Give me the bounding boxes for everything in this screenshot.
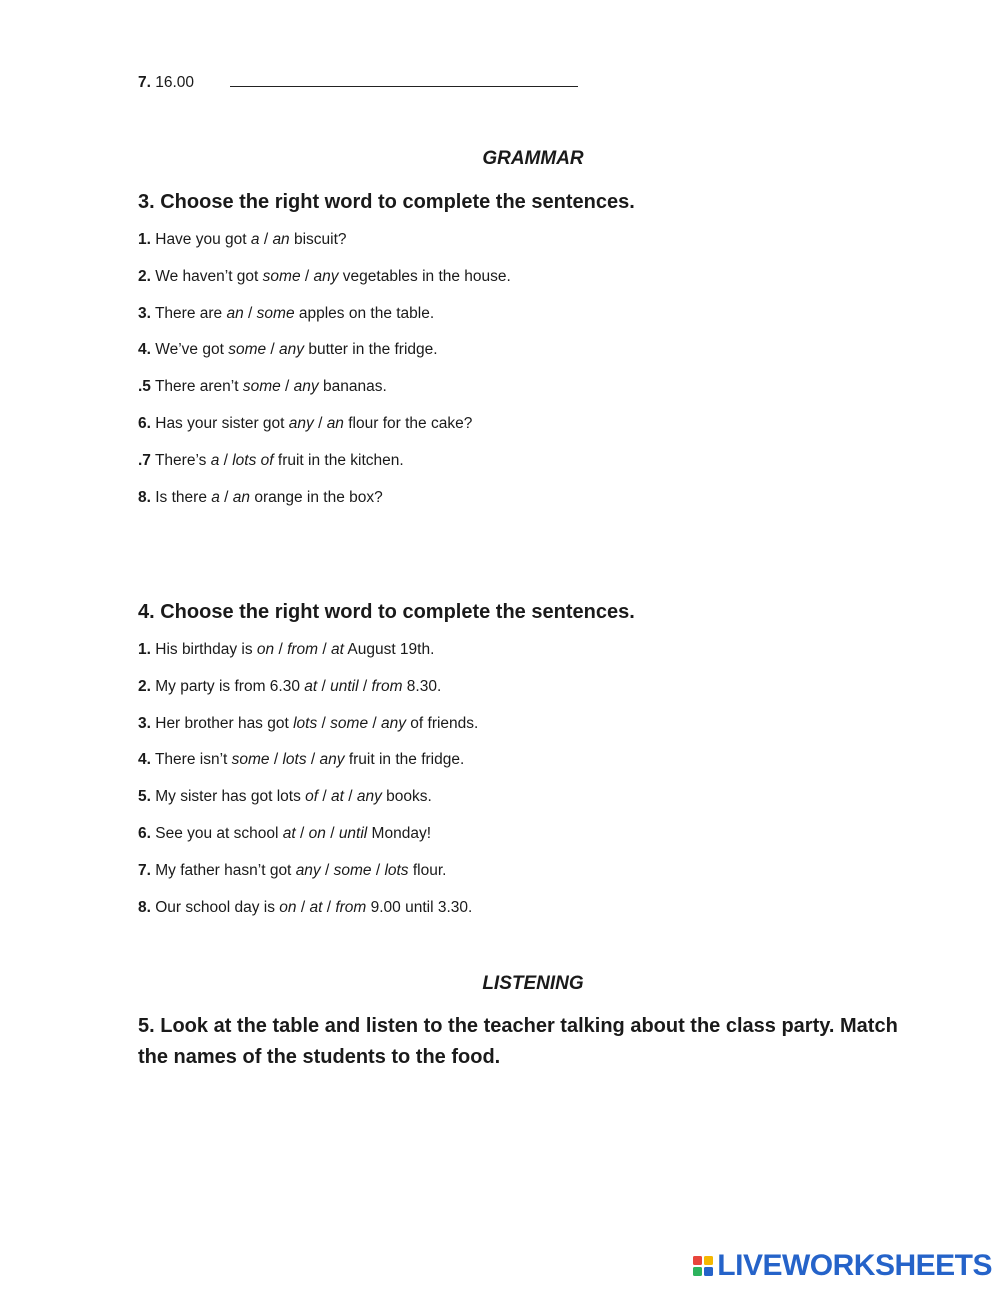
sentence-text: Our school day is: [150, 898, 280, 916]
sentence-text: My party is from 6.30: [150, 677, 305, 695]
liveworksheets-logo: [693, 1249, 992, 1283]
word-option[interactable]: any: [295, 861, 321, 879]
word-option[interactable]: lots: [293, 714, 318, 732]
word-option[interactable]: any: [356, 788, 382, 806]
sentence-text: flour for the cake?: [343, 415, 473, 432]
sentence-text: orange in the box?: [250, 488, 383, 506]
sentence-text: There isn’t: [150, 751, 232, 769]
word-option[interactable]: at: [309, 898, 323, 916]
item-number: 8.: [138, 488, 151, 506]
word-option[interactable]: lots: [282, 751, 307, 769]
word-option[interactable]: some: [242, 378, 281, 396]
word-option[interactable]: at: [330, 641, 344, 658]
option-separator: /: [320, 861, 334, 879]
option-separator: /: [317, 714, 331, 732]
sentence-text: butter in the fridge.: [304, 341, 438, 359]
item-number: 6.: [138, 415, 151, 432]
word-option[interactable]: any: [279, 341, 305, 359]
sentence-text: There are: [150, 304, 227, 322]
word-option[interactable]: on: [308, 825, 326, 842]
option-separator: /: [219, 488, 233, 506]
word-option[interactable]: from: [335, 898, 367, 916]
sentence-text: flour.: [408, 861, 447, 879]
sentence-item: [138, 231, 347, 249]
sentence-text: apples on the table.: [294, 304, 435, 322]
sentence-item: [138, 268, 511, 286]
sentence-text: books.: [381, 788, 432, 806]
word-option[interactable]: any: [380, 714, 406, 732]
option-separator: /: [343, 788, 357, 806]
option-separator: /: [317, 677, 331, 695]
item-number: 2.: [138, 677, 151, 695]
sentence-item: [138, 641, 434, 659]
word-option[interactable]: some: [333, 861, 372, 879]
word-option[interactable]: any: [293, 378, 319, 396]
sentence-text: August 19th.: [343, 641, 435, 658]
option-separator: /: [368, 714, 381, 732]
exercise-3-heading: 3. Choose the right word to complete the sentences.: [138, 191, 635, 213]
word-option[interactable]: a: [211, 488, 220, 506]
item-number: 1.: [138, 641, 151, 658]
sentence-item: [138, 678, 441, 696]
sentence-item: [138, 415, 472, 433]
sentence-item: [138, 751, 464, 769]
item-number: 8.: [138, 898, 151, 916]
item-number: 2.: [138, 267, 151, 285]
sentence-item: [138, 862, 446, 880]
sentence-text: We’ve got: [150, 341, 229, 359]
item-number: 7.: [138, 861, 151, 879]
sentence-item: [138, 305, 434, 323]
item-number: .7: [138, 451, 151, 469]
sentence-text: Have you got: [150, 231, 251, 248]
sentence-text: biscuit?: [289, 231, 347, 248]
word-option[interactable]: some: [262, 267, 301, 285]
word-option[interactable]: an: [226, 304, 244, 322]
word-option[interactable]: lots of: [232, 451, 274, 469]
word-option[interactable]: an: [232, 488, 251, 506]
logo-block: [693, 1256, 702, 1265]
option-separator: /: [322, 898, 336, 916]
word-option[interactable]: some: [228, 341, 267, 359]
item-number: 6.: [138, 825, 151, 842]
answer-line-7: [138, 72, 578, 92]
sentence-text: Is there: [150, 488, 212, 506]
logo-block: [704, 1267, 713, 1276]
item-number: 4.: [138, 751, 151, 769]
word-option[interactable]: of: [305, 788, 319, 806]
item-number: .5: [138, 378, 151, 396]
sentence-text: of friends.: [405, 714, 479, 732]
option-separator: /: [269, 751, 283, 769]
word-option[interactable]: on: [279, 898, 297, 916]
option-separator: /: [259, 231, 273, 248]
option-separator: /: [280, 378, 294, 396]
sentence-item: [138, 788, 432, 806]
sentence-text: My father hasn’t got: [150, 861, 296, 879]
item-time: 16.00: [155, 74, 195, 91]
item-number: 7.: [138, 74, 151, 91]
logo-blocks-icon: [693, 1256, 713, 1276]
sentence-text: vegetables in the house.: [338, 267, 511, 285]
sentence-text: bananas.: [318, 378, 387, 396]
sentence-text: See you at school: [150, 825, 283, 842]
logo-block: [704, 1256, 713, 1265]
word-option[interactable]: a: [210, 451, 220, 469]
word-option[interactable]: until: [338, 825, 368, 842]
option-separator: /: [325, 825, 339, 842]
exercise-4-heading: 4. Choose the right word to complete the sentences.: [138, 601, 635, 623]
sentence-item: [138, 378, 387, 396]
item-number: 5.: [138, 788, 151, 806]
item-number: 3.: [138, 714, 151, 732]
word-option[interactable]: until: [330, 677, 359, 695]
item-number: 4.: [138, 341, 151, 359]
answer-blank[interactable]: [230, 72, 578, 87]
grammar-title: GRAMMAR: [482, 148, 584, 169]
word-option[interactable]: at: [331, 788, 344, 806]
word-option[interactable]: an: [326, 415, 344, 432]
listening-title: LISTENING: [482, 973, 584, 994]
item-number: 3.: [138, 304, 151, 322]
sentence-item: [138, 452, 404, 470]
word-option[interactable]: any: [319, 751, 345, 769]
word-option[interactable]: some: [256, 304, 295, 322]
sentence-text: fruit in the fridge.: [344, 751, 465, 769]
option-separator: /: [219, 451, 233, 469]
sentence-text: Has your sister got: [150, 415, 289, 432]
option-separator: /: [243, 304, 257, 322]
sentence-text: We haven’t got: [150, 267, 263, 285]
word-option[interactable]: at: [304, 677, 318, 695]
word-option[interactable]: a: [250, 231, 260, 248]
option-separator: /: [358, 677, 372, 695]
option-separator: /: [295, 825, 309, 842]
word-option[interactable]: some: [231, 751, 270, 769]
sentence-item: [138, 489, 383, 507]
sentence-text: Monday!: [367, 825, 432, 842]
word-option[interactable]: from: [287, 641, 319, 658]
sentence-text: There’s: [150, 451, 211, 469]
word-option[interactable]: on: [256, 641, 275, 658]
option-separator: /: [318, 641, 331, 658]
logo-block: [693, 1267, 702, 1276]
word-option[interactable]: an: [272, 231, 290, 248]
option-separator: /: [274, 641, 288, 658]
option-separator: /: [306, 751, 320, 769]
sentence-text: Her brother has got: [150, 714, 294, 732]
word-option[interactable]: some: [330, 714, 369, 732]
option-separator: /: [296, 898, 310, 916]
item-number: 1.: [138, 231, 151, 248]
option-separator: /: [300, 267, 314, 285]
word-option[interactable]: any: [313, 267, 339, 285]
sentence-text: fruit in the kitchen.: [273, 451, 404, 469]
word-option[interactable]: lots: [384, 861, 409, 879]
sentence-text: My sister has got lots: [150, 788, 306, 806]
sentence-text: There aren’t: [150, 378, 243, 396]
option-separator: /: [313, 415, 327, 432]
sentence-item: [138, 899, 472, 917]
sentence-text: 9.00 until 3.30.: [366, 898, 473, 916]
word-option[interactable]: from: [371, 677, 403, 695]
word-option[interactable]: any: [288, 415, 314, 432]
exercise-5-heading: 5. Look at the table and listen to the teacher talking about the class party. Match the names of the students to the food.: [138, 1015, 898, 1068]
sentence-text: 8.30.: [402, 677, 442, 695]
logo-text: LIVEWORKSHEETS: [717, 1249, 992, 1282]
sentence-item: [138, 341, 438, 359]
word-option[interactable]: at: [282, 825, 296, 842]
option-separator: /: [318, 788, 331, 806]
sentence-item: [138, 715, 478, 733]
sentence-text: His birthday is: [150, 641, 257, 658]
option-separator: /: [266, 341, 280, 359]
option-separator: /: [371, 861, 385, 879]
sentence-item: [138, 825, 431, 843]
